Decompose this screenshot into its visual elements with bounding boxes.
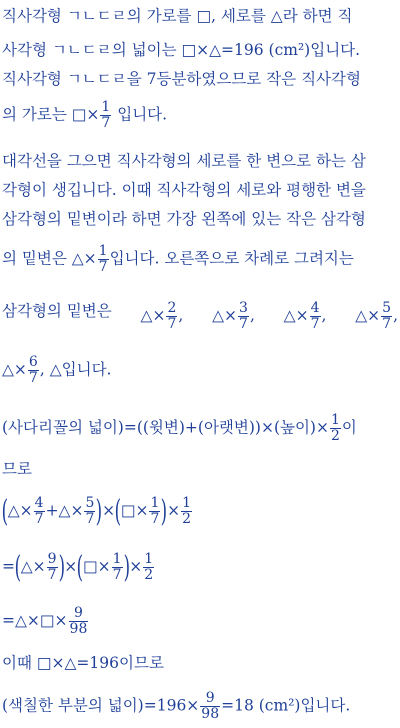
line-17: (색칠한 부분의 넓이)=196× $\frac{9}{98}$ =18 (cm²)입니다. (2, 690, 351, 722)
fraction: $\frac{1}{2}$ (330, 412, 340, 444)
line-9: 삼각형의 밑변은 △× $\frac{2}{7}$ , △× $\frac{3}{7}$ , △× $\frac{4}{7}$ , △× $\frac{5}{7}$ , (2, 300, 398, 332)
fraction: $\frac{9}{98}$ (69, 605, 88, 637)
equation-2: =(△× $\frac{9}{7}$ )×(□× $\frac{1}{7}$ )× $\frac{1}{2}$ (2, 549, 154, 585)
line-4: 의 가로는 □× $\frac{1}{7}$ 입니다. (2, 99, 168, 131)
equation-1: (△× $\frac{4}{7}$ +△× $\frac{5}{7}$ )×(□× $\frac{1}{7}$ )× $\frac{1}{2}$ (1, 493, 192, 529)
term: △× $\frac{4}{7}$ , (283, 300, 327, 332)
term: △× $\frac{3}{7}$ , (212, 300, 255, 332)
equation-3: =△×□× $\frac{9}{98}$ (2, 605, 88, 637)
fraction: $\frac{9}{98}$ (201, 690, 220, 722)
line-7: 삼각형의 밑변이라 하면 가장 왼쪽에 있는 작은 삼각형 (2, 210, 366, 228)
line-8: 의 밑변은 △× $\frac{1}{7}$ 입니다. 오른쪽으로 차례로 그려지는 (2, 243, 354, 275)
fraction: $\frac{1}{7}$ (98, 243, 108, 275)
term: △× $\frac{2}{7}$ , (140, 300, 184, 332)
line-2: 사각형 ㄱㄴㄷㄹ의 넓이는 □×△=196 (cm²)입니다. (2, 41, 361, 59)
line-16: 이때 □×△=196이므로 (2, 654, 164, 672)
line-12: 므로 (2, 460, 32, 478)
line-10: △× $\frac{6}{7}$ , △입니다. (2, 354, 112, 386)
line-11: (사다리꼴의 넓이)=((윗변)+(아랫변))×(높이)× $\frac{1}{2}$ 이 (2, 412, 357, 444)
fraction: $\frac{6}{7}$ (28, 354, 38, 386)
term: △× $\frac{5}{7}$ , (355, 300, 398, 332)
line-5: 대각선을 그으면 직사각형의 세로를 한 변으로 하는 삼 (2, 152, 366, 170)
line-1: 직사각형 ㄱㄴㄷㄹ의 가로를 □, 세로를 △라 하면 직 (2, 7, 353, 25)
line-3: 직사각형 ㄱㄴㄷㄹ을 7등분하였으므로 작은 직사각형 (2, 70, 361, 88)
fraction: $\frac{1}{7}$ (101, 99, 111, 131)
line-6: 각형이 생깁니다. 이때 직사각형의 세로와 평행한 변을 (2, 181, 366, 199)
